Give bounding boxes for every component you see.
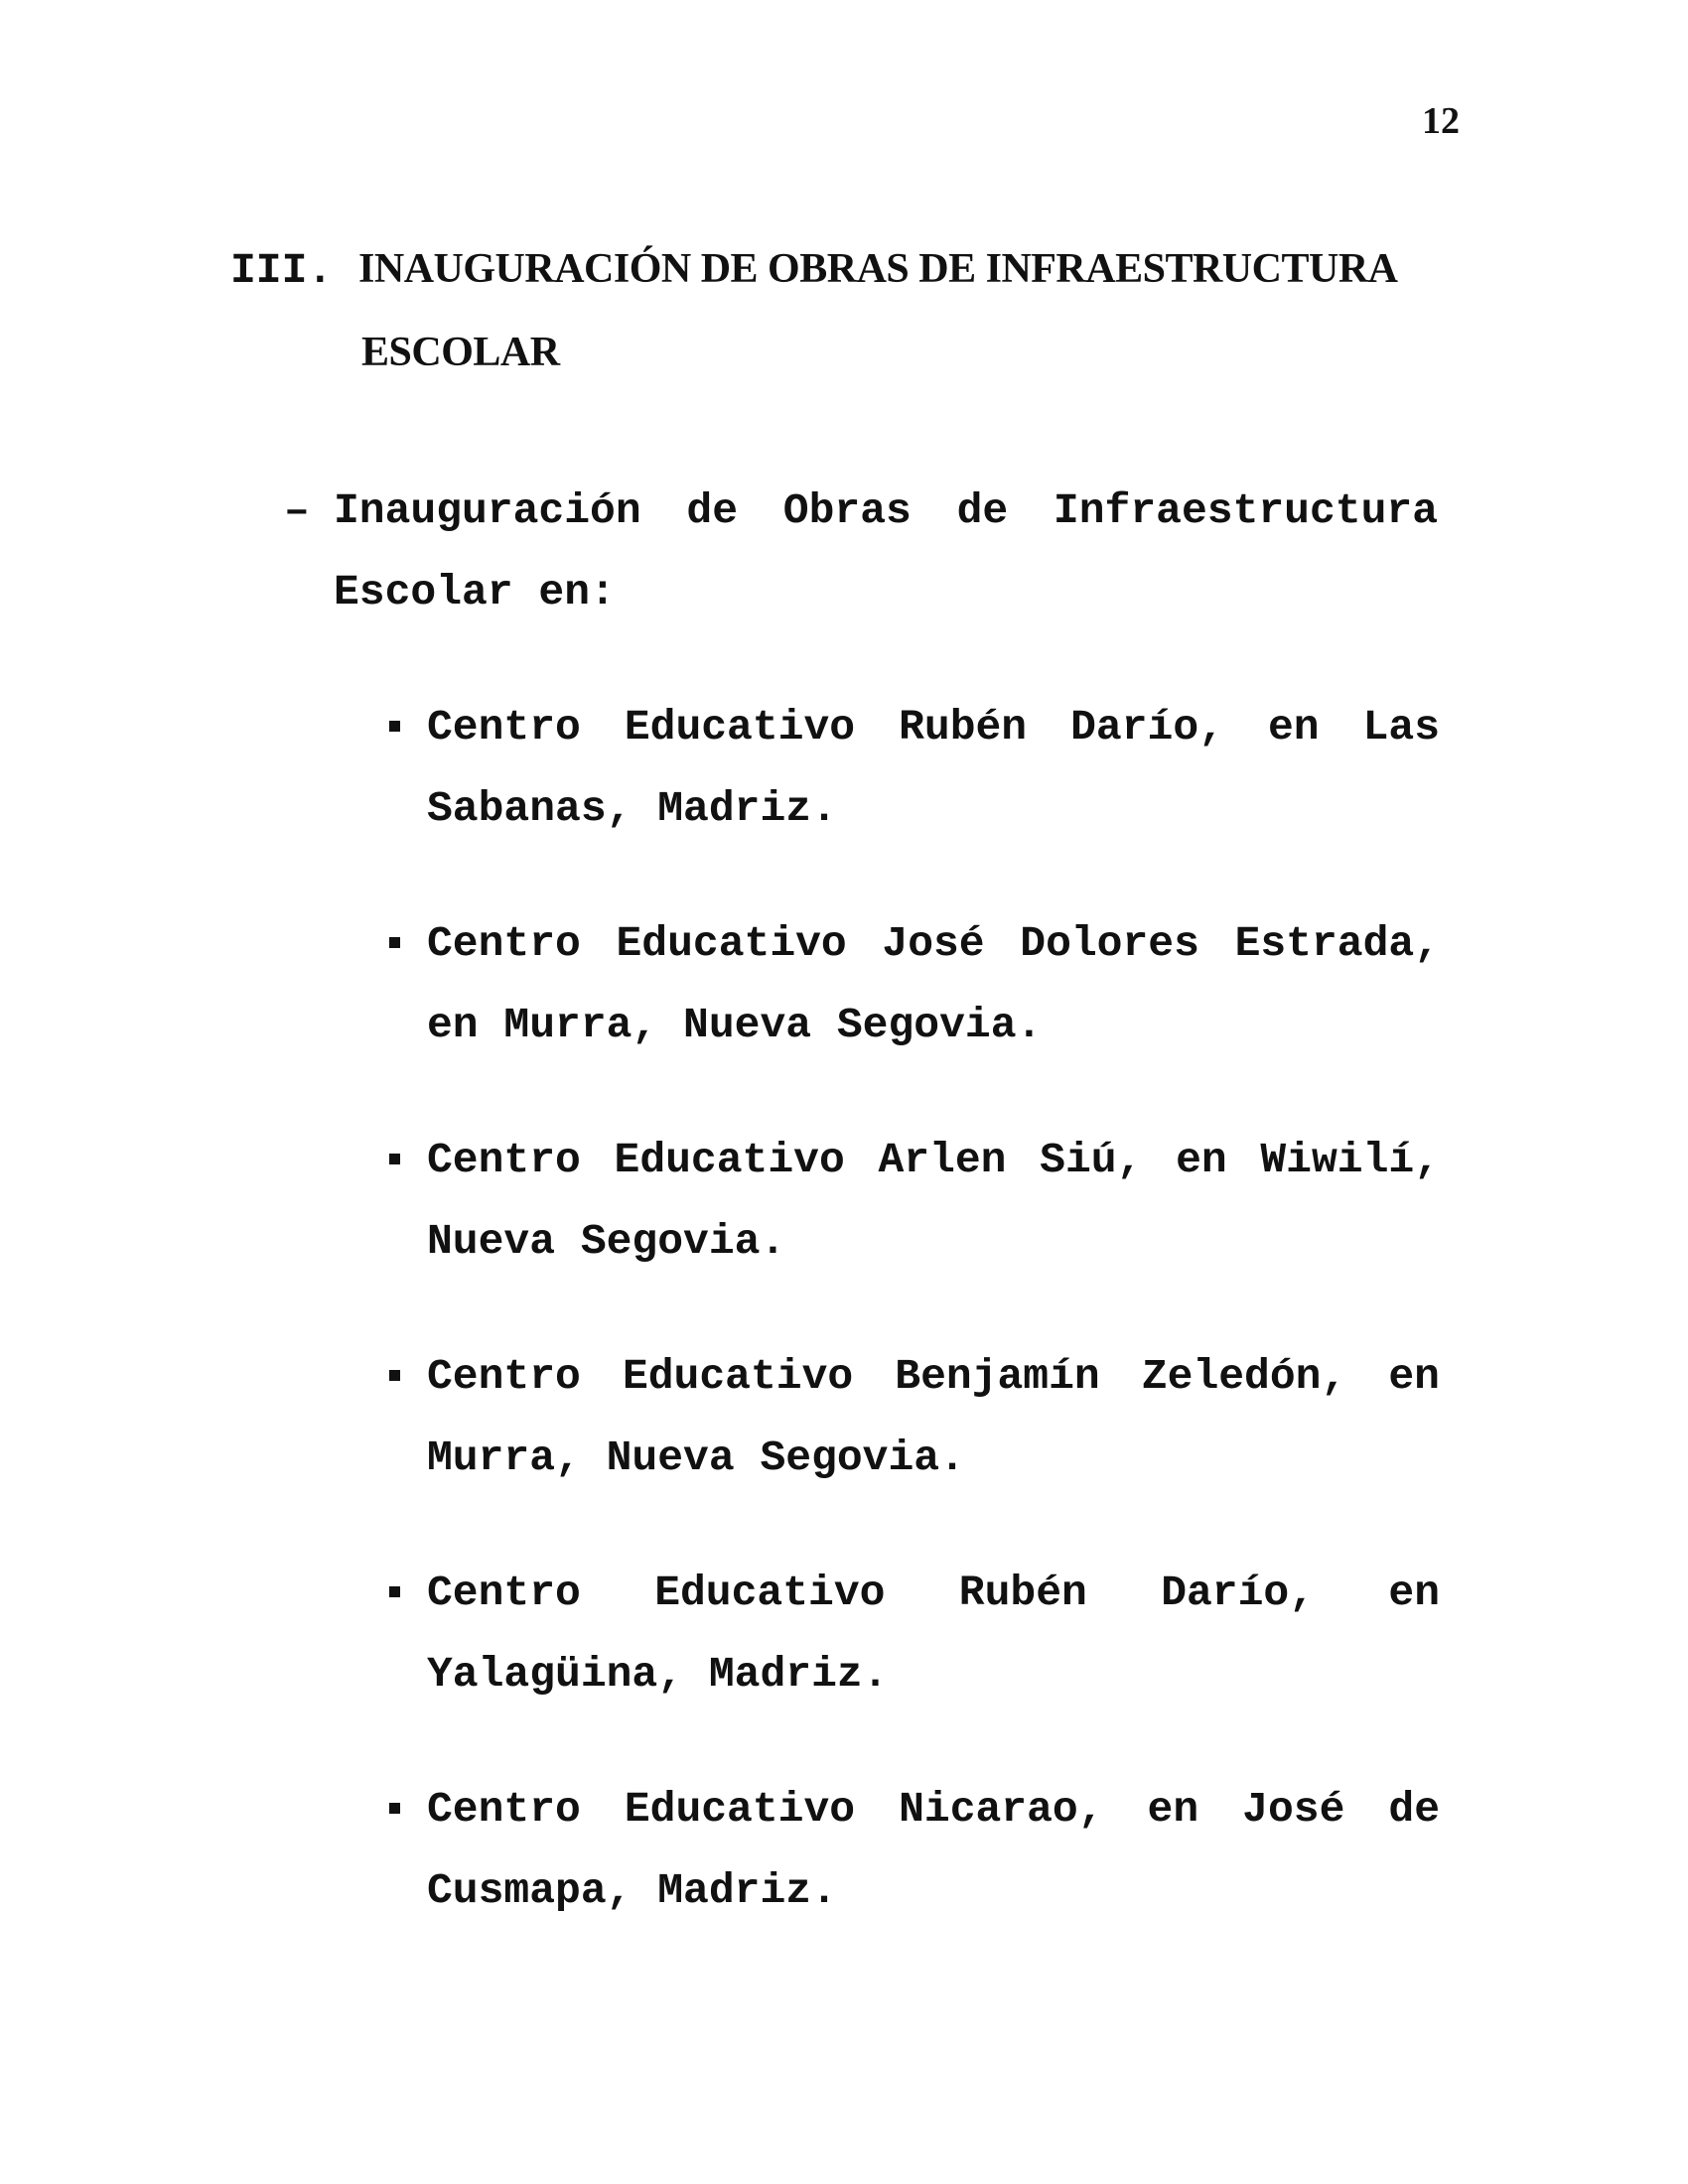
item-line-2: Sabanas, Madriz. [427, 784, 837, 833]
subsection-line-2: Escolar en: [334, 568, 616, 616]
subsection-line-1: Inauguración de Obras de Infraestructura [334, 486, 1438, 535]
section-title-line-2: ESCOLAR [361, 330, 560, 375]
square-bullet-icon [389, 1370, 400, 1381]
subsection-heading [284, 471, 1438, 633]
list-item [381, 1769, 1440, 1932]
item-line-1: Centro Educativo Rubén Darío, en [427, 1569, 1440, 1617]
item-line-1: Centro Educativo José Dolores Estrada, [427, 919, 1440, 968]
item-line-2: Yalagüina, Madriz. [427, 1650, 889, 1699]
square-bullet-icon [389, 1803, 400, 1814]
dash-marker: – [284, 486, 310, 535]
item-line-2: Nueva Segovia. [427, 1217, 786, 1266]
list-item [381, 1336, 1440, 1499]
section-heading [230, 228, 1397, 395]
subsection-text [334, 471, 1438, 633]
heading-line-2 [230, 312, 1397, 395]
list-item [381, 1120, 1440, 1283]
section-title-line-1: INAUGURACIÓN DE OBRAS DE INFRAESTRUCTURA [358, 246, 1398, 292]
school-list [381, 687, 1440, 1985]
item-line-2: Murra, Nueva Segovia. [427, 1433, 965, 1482]
item-line-2: Cusmapa, Madriz. [427, 1866, 837, 1915]
page-number: 12 [1422, 100, 1460, 142]
list-item [381, 903, 1440, 1066]
square-bullet-icon [389, 1154, 400, 1164]
square-bullet-icon [389, 721, 400, 732]
list-item [381, 687, 1440, 850]
square-bullet-icon [389, 937, 400, 948]
square-bullet-icon [389, 1586, 400, 1597]
item-line-1: Centro Educativo Nicarao, en José de [427, 1785, 1440, 1834]
heading-line-1 [230, 228, 1397, 312]
list-item [381, 1553, 1440, 1715]
item-line-1: Centro Educativo Benjamín Zeledón, en [427, 1352, 1440, 1401]
item-line-1: Centro Educativo Arlen Siú, en Wiwilí, [427, 1136, 1440, 1184]
section-numeral: III. [230, 246, 334, 295]
item-line-1: Centro Educativo Rubén Darío, en Las [427, 703, 1440, 751]
item-line-2: en Murra, Nueva Segovia. [427, 1001, 1043, 1049]
